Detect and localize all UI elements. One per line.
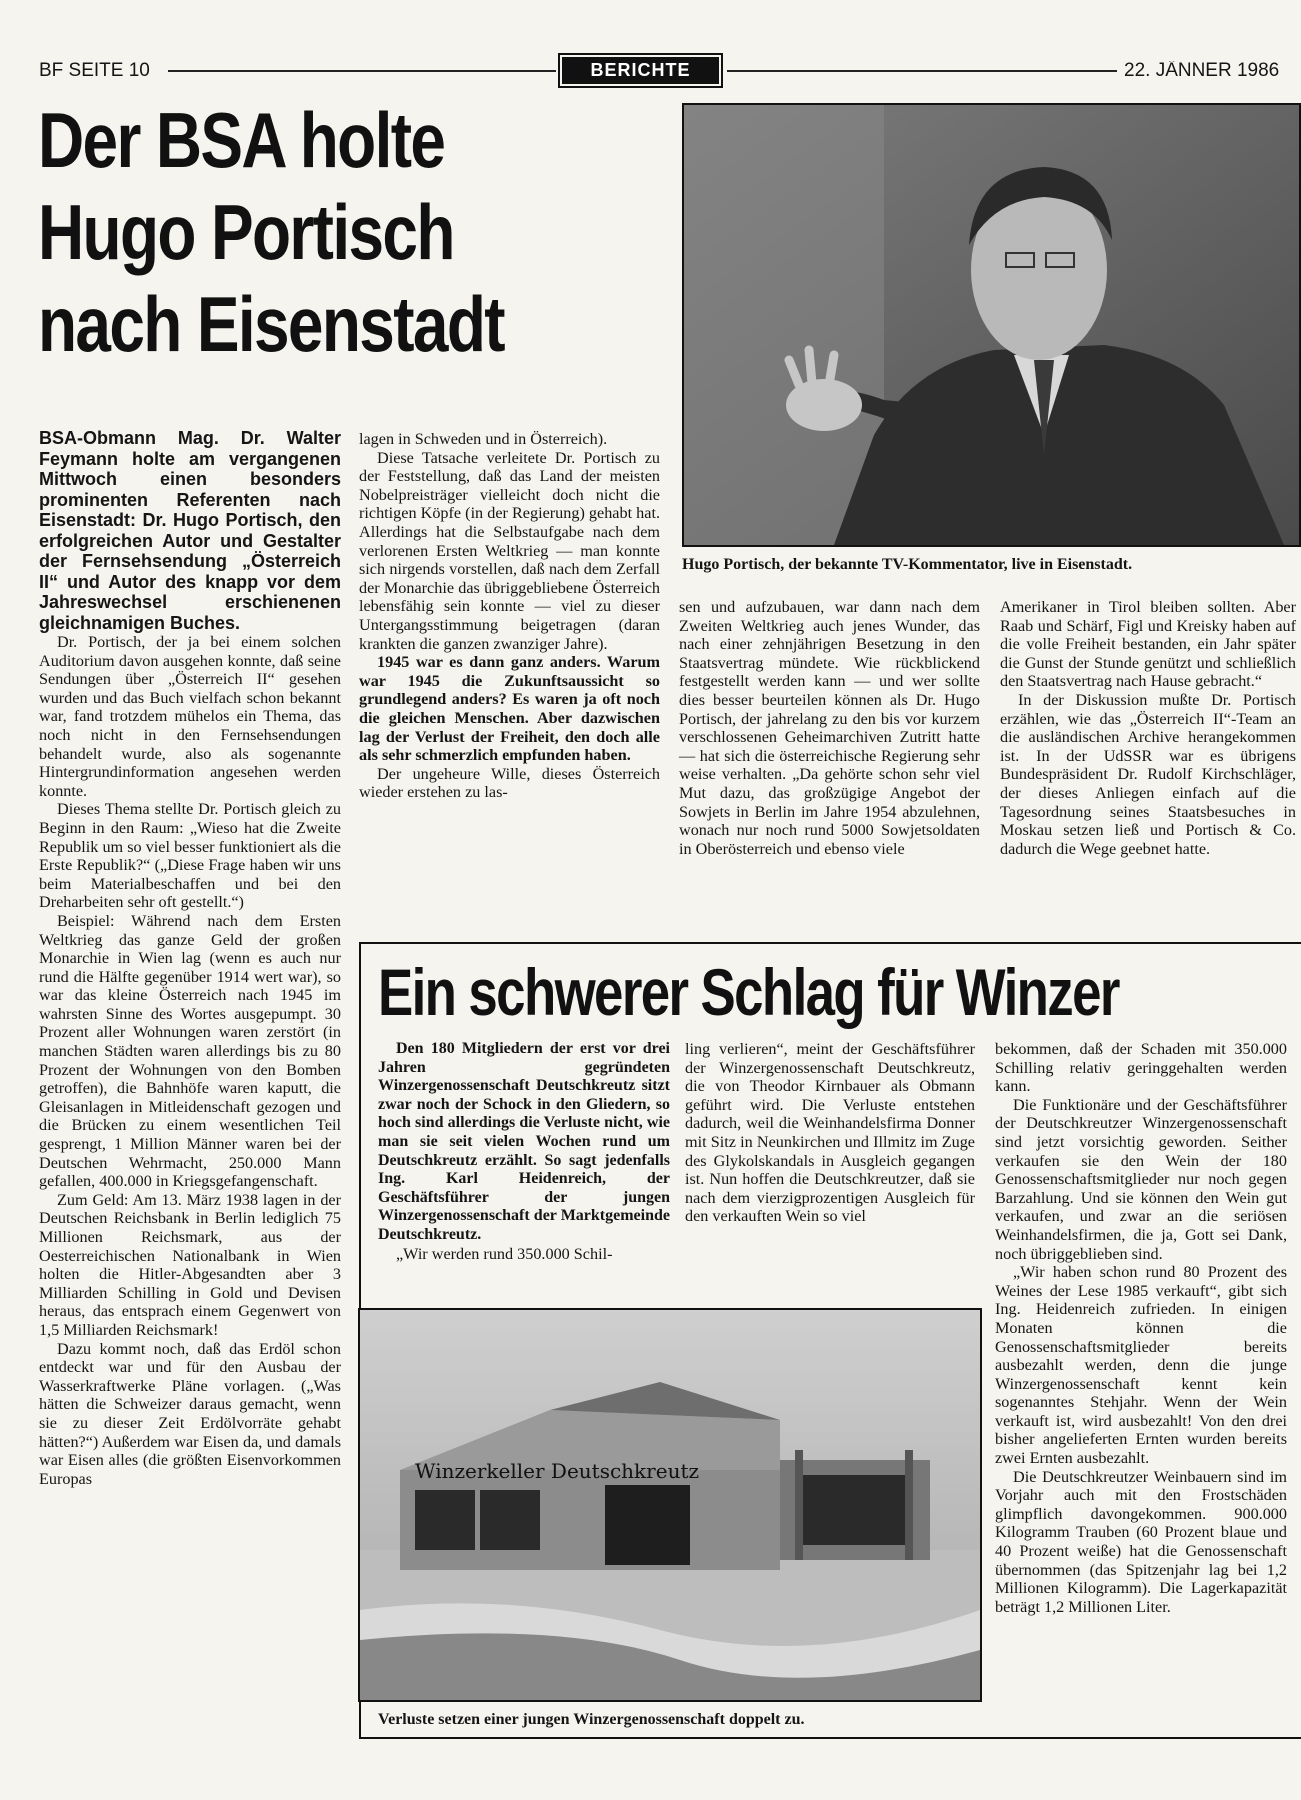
paragraph: Zum Geld: Am 13. März 1938 lagen in der Deutschen Reichsbank in Berlin lediglich 75 Millionen Reichsmark, aus der Oesterreichischen Nationalbank in Wien holten die Hitler-Abgesandten aber 3 Milliarden Schilling in Gold und Devisen heraus, das entsprach einem Gegenwert von 1,5 Milliarden Reichsmark! (39, 1190, 341, 1339)
paragraph: Amerikaner in Tirol bleiben sollten. Aber Raab und Schärf, Figl und Kreisky haben auf die volle Freiheit bestanden, ein Jahr später die Gunst der Stunde genützt und schließlich den Staatsvertrag nach Hause gebracht.“ (1000, 598, 1296, 691)
winery-photo-caption: Verluste setzen einer jungen Winzergenossenschaft doppelt zu. (378, 1711, 805, 1728)
paragraph: sen und aufzubauen, war dann nach dem Zweiten Weltkrieg auch jenes Wunder, das nach einer zehnjährigen Besetzung in den Staatsvertrag mündete. Wie rückblickend festgestellt werden kann — und wer sollte dies besser beurteilen können als Dr. Hugo Portisch, der jahrelang zu den bis vor kurzem verschlossenen Geheimarchiven Zutritt hatte — hat sich die österreichische Regierung sehr weise verhalten. „Da gehörte schon sehr viel Mut dazu, das großzügige Angebot der Sowjets in Berlin im Jahre 1954 abzulehnen, wonach nur noch rund 5000 Sowjetsoldaten in Oberösterreich und ebenso viele (679, 598, 980, 858)
paragraph: Dazu kommt noch, daß das Erdöl schon entdeckt war und für den Ausbau der Wasserkraftwerke Pläne vorlagen. („Was hätten die Schweizer daraus gemacht, wenn sie zu dieser Zeit Erdölvorräte gehabt hätten?“) Außerdem war Eisen da, und damals war Eisen alles (die größten Eisenvorkommen Europas (39, 1339, 341, 1488)
winery-photo-image (360, 1310, 980, 1700)
portisch-photo (682, 103, 1301, 547)
headline-line: Der BSA holte (38, 96, 445, 184)
article1-column-3 (679, 598, 980, 858)
issue-date: 22. JÄNNER 1986 (1124, 61, 1280, 81)
article2-column-1 (378, 1040, 670, 1263)
article1-column-1 (39, 428, 341, 1488)
paragraph: Die Deutschkreutzer Weinbauern sind im Vorjahr auch mit den Frostschäden glimpflich davongekommen. 900.000 Kilogramm Trauben (60 Prozent blaue und 40 Prozent weiße) hat die Genossenschaft übernommen (das Spitzenjahr lag bei 1,2 Millionen Kilogramm). Die Lagerkapazität beträgt 1,2 Millionen Liter. (995, 1467, 1287, 1616)
article1-column-4 (1000, 598, 1296, 858)
paragraph: bekommen, daß der Schaden mit 350.000 Schilling relativ geringgehalten werden kann. (995, 1040, 1287, 1096)
paragraph: lagen in Schweden und in Österreich). (359, 430, 608, 448)
paragraph: ling verlieren“, meint der Geschäftsführer der Winzergenossenschaft Deutschkreutz, die von Theodor Kirnbauer als Obmann geführt wird. Die Verluste entstehen dadurch, weil die Weinhandelsfirma Donner mit Sitz in Neunkirchen und Illmitz im Zuge des Glykolskandals in Ausgleich gegangen ist. Nun hoffen die Deutschkreutzer, daß sie nach dem vierzigprozentigen Ausgleich für den verkauften Wein so viel (685, 1040, 975, 1226)
building-sign: Winzerkeller Deutschkreutz (415, 1459, 700, 1483)
article1-column-2 (359, 430, 660, 802)
article2-lead: Den 180 Mitgliedern der erst vor drei Jahren gegründeten Winzergenossenschaft Deutschkreutz sitzt zwar noch der Schock in den Gliedern, so hoch sind allerdings die Verluste nicht, wie man sie seit vielen Wochen rund um Deutschkreutz erzählt. So sagt jedenfalls Ing. Karl Heidenreich, der Geschäftsführer der jungen Winzergenossenschaft der Marktgemeinde Deutschkreutz. (378, 1040, 670, 1243)
header-rule-right (727, 70, 1117, 72)
article2-column-3 (995, 1040, 1287, 1616)
paragraph-bold: 1945 war es dann ganz anders. Warum war 1945 die Zukunftsaussicht so grundlegend anders? Es waren ja oft noch die gleichen Menschen. Aber dazwischen lag der Verlust der Freiheit, den doch alle als sehr schmerzlich empfunden haben. (359, 653, 660, 765)
paragraph: „Wir haben schon rund 80 Prozent des Weines der Lese 1985 verkauft“, gibt sich Ing. Heidenreich zufrieden. In einigen Monaten können die Genossenschaftsmitglieder bereits ausbezahlt werden, denn die junge Winzergenossenschaft kennt kein sogenanntes Stehjahr. Wenn der Wein verkauft ist, wird ausbezahlt! Von den drei bisher angelieferten Ernten wurden bereits zwei Ernten ausbezahlt. (995, 1263, 1287, 1468)
paragraph: „Wir werden rund 350.000 Schil- (396, 1244, 613, 1263)
portisch-photo-image (684, 105, 1299, 545)
headline-line: nach Eisenstadt (38, 280, 504, 368)
winery-photo (358, 1308, 982, 1702)
paragraph: In der Diskussion mußte Dr. Portisch erzählen, wie das „Österreich II“-Team an die ausländischen Archive herangekommen ist. In der UdSSR war es übrigens Bundespräsident Dr. Rudolf Kirchschläger, der dieses Anliegen einfach auf die Tagesordnung seines Staatsbesuches in Moskau setzen ließ und Portisch & Co. dadurch die Wege geebnet hatte. (1000, 690, 1296, 858)
article1-lead: BSA-Obmann Mag. Dr. Walter Feymann holte am vergangenen Mittwoch einen besonders prominenten Referenten nach Eisenstadt: Dr. Hugo Portisch, den erfolgreichen Autor und Gestalter der Fernsehsendung „Österreich II“ und Autor des knapp vor dem Jahreswechsel erschienenen gleichnamigen Buches. (39, 428, 341, 633)
paragraph: Beispiel: Während nach dem Ersten Weltkrieg das ganze Geld der großen Monarchie in Wien lag (wenn es auch nur rund die Hälfte gegenüber 1914 wert war), so war das kleine Österreich nach 1945 im wahrsten Sinne des Wortes ausgepumpt. 30 Prozent aller Wohnungen waren zerstört (in manchen Städten waren allerdings bis zu 80 Prozent der Wohnungen von den Bomben getroffen), die Bahnhöfe waren kaputt, die Gleisanlagen in Mitleidenschaft gezogen und die Brücken zu einem wesentlichen Teil gesprengt, 1 Million Männer waren bei der Deutschen Wehrmacht, 250.000 Mann gefallen, 400.000 in Kriegsgefangenschaft. (39, 911, 341, 1191)
portisch-photo-caption: Hugo Portisch, der bekannte TV-Kommentator, live in Eisenstadt. (682, 556, 1133, 573)
paragraph: Dr. Portisch, der ja bei einem solchen Auditorium davon ausgehen konnte, daß seine Sendungen über „Österreich II“ gesehen wurden und das Buch vielfach schon bekannt war, fand trotzdem mühelos ein Thema, das noch nicht in den Fernsehsendungen behandelt wurde, also als sogenannte Hintergrundinformation angesehen werden konnte. (39, 633, 341, 800)
paragraph: Der ungeheure Wille, dieses Österreich wieder erstehen zu las- (359, 764, 660, 802)
article2-column-2 (685, 1040, 975, 1226)
headline-line: Hugo Portisch (38, 188, 454, 276)
article1-headline (38, 94, 563, 370)
header-rule-left (168, 70, 556, 72)
paragraph: Dieses Thema stellte Dr. Portisch gleich zu Beginn in den Raum: „Wieso hat die Zweite Republik um so viel besser funktioniert als die Erste Republik?“ („Diese Frage haben wir uns beim Materialbeschaffen und bei den Dreharbeiten sehr oft gestellt.“) (39, 800, 341, 912)
section-label: BERICHTE (562, 57, 719, 84)
paragraph: Die Funktionäre und der Geschäftsführer der Deutschkreutzer Winzergenossenschaft sind jetzt vorsichtig geworden. Seither verkaufen sie den Wein der 180 Genossenschaftsmitglieder nur noch gegen Barzahlung. Und sie können den Wein gut verkaufen, und zwar an die seriösen Weinhandelsfirmen, die ja, Gott sei Dank, noch übriggeblieben sind. (995, 1095, 1287, 1263)
article2-headline: Ein schwerer Schlag für Winzer (378, 955, 1119, 1029)
paragraph: Diese Tatsache verleitete Dr. Portisch zu der Feststellung, daß das Land der meisten Nobelpreisträger vielleicht doch nicht die richtigen Köpfe (in der Regierung) gehabt hat. Allerdings hat die Selbstaufgabe nach dem verlorenen Ersten Weltkrieg — man konnte sich nirgends vorstellen, daß nach dem Zerfall der Monarchie das übriggebliebene Österreich lebensfähig sein konnte — viel zu dieser Untergangsstimmung beigetragen (daran krankten die ganzen zwanziger Jahre). (359, 448, 660, 653)
page-label: BF SEITE 10 (39, 60, 150, 81)
